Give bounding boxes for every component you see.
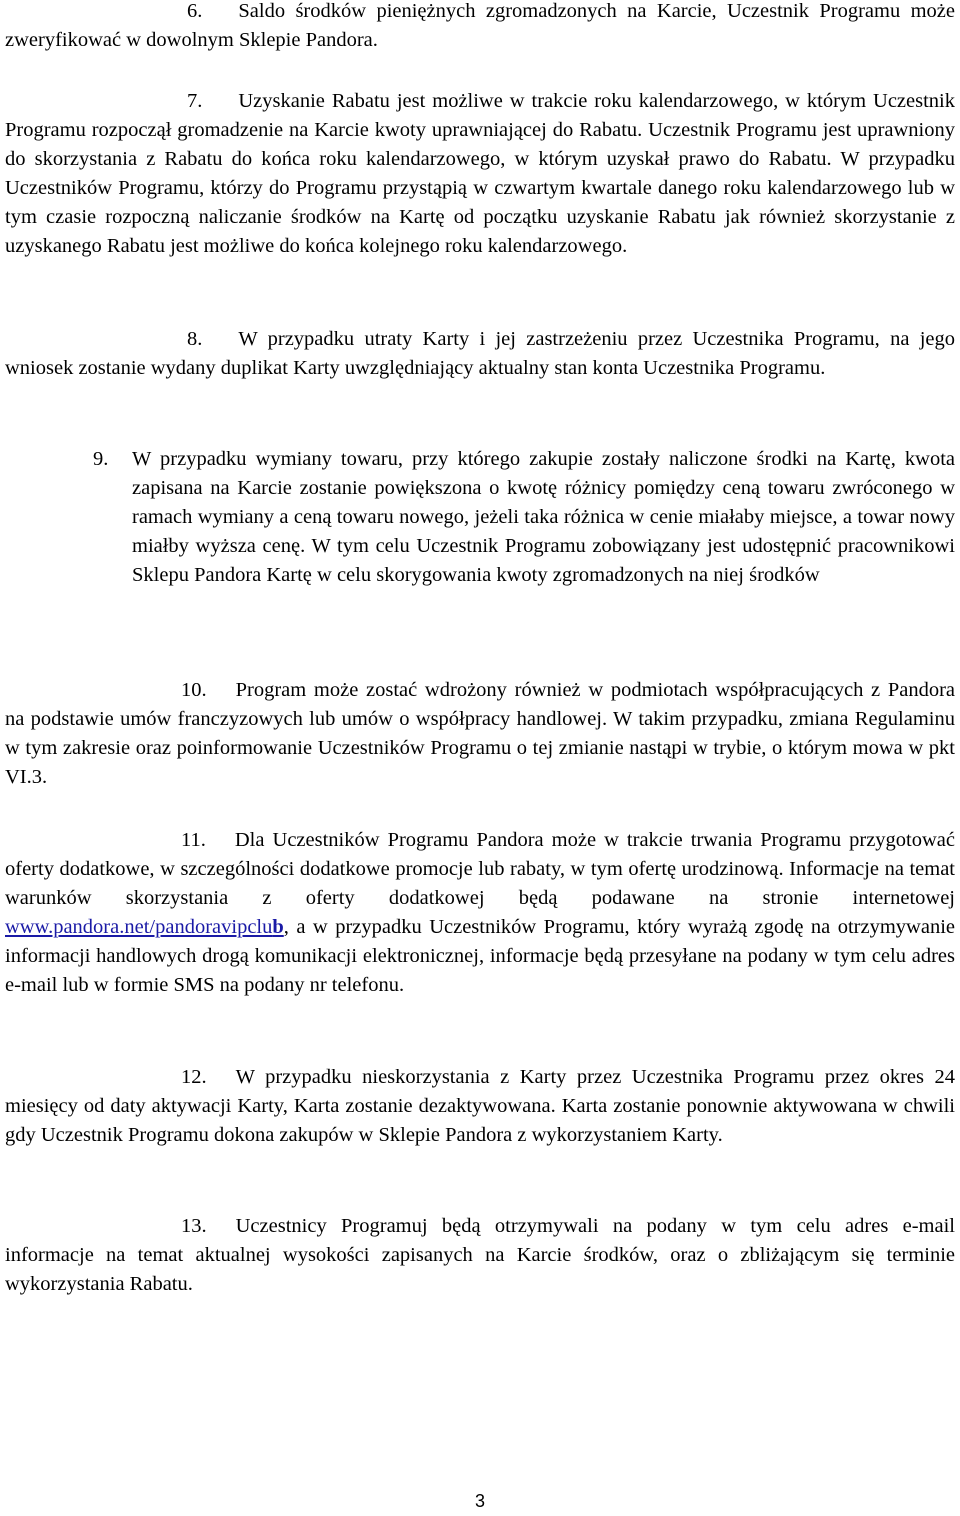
- item-text: Uczestnicy Programuj będą otrzymywali na podany w tym celu adres e-mail informacje na temat aktualnej wysokości zapisanych na Karcie środków, oraz o zbliżającym się terminie wykorzystania Rabatu.: [5, 1215, 955, 1295]
- item-number: 8.: [187, 328, 203, 350]
- link-text-bold: b: [272, 916, 284, 938]
- list-item-10: [5, 676, 955, 792]
- list-item-8: [5, 325, 955, 383]
- item-number: 7.: [187, 90, 203, 112]
- item-number: 12.: [181, 1066, 207, 1088]
- pandora-vip-club-link[interactable]: [5, 916, 284, 938]
- item-text-after-link: , a w przypadku Uczestników Programu, który wyrażą zgodę na otrzymywanie informacji handlowych drogą komunikacji elektronicznej, informacje będą przesyłane na podany w tym celu adres e-mail lub w formie SMS na podany nr telefonu.: [5, 916, 955, 996]
- link-text: www.pandora.net/pandoravipclu: [5, 916, 273, 938]
- page-number: 3: [474, 1491, 485, 1511]
- item-text: W przypadku utraty Karty i jej zastrzeżeniu przez Uczestnika Programu, na jego wniosek zostanie wydany duplikat Karty uwzględniający aktualny stan konta Uczestnika Programu.: [5, 328, 955, 379]
- item-text: Saldo środków pieniężnych zgromadzonych na Karcie, Uczestnik Programu może zweryfikować w dowolnym Sklepie Pandora.: [5, 0, 955, 51]
- item-number: 9.: [93, 448, 109, 470]
- list-item-12: [5, 1063, 955, 1150]
- item-number: 13.: [181, 1215, 207, 1237]
- list-item-11: [5, 826, 955, 1000]
- item-number: 10.: [181, 679, 207, 701]
- item-number: 11.: [181, 829, 206, 851]
- item-text: Program może zostać wdrożony również w podmiotach współpracujących z Pandora na podstawie umów franczyzowych lub umów o współpracy handlowej. W takim przypadku, zmiana Regulaminu w tym zakresie oraz poinformowanie Uczestników Programu o tej zmianie nastąpi w trybie, o którym mowa w pkt VI.3.: [5, 679, 955, 788]
- item-text: W przypadku nieskorzystania z Karty przez Uczestnika Programu przez okres 24 miesięcy od daty aktywacji Karty, Karta zostanie dezaktywowana. Karta zostanie ponownie aktywowana w chwili gdy Uczestnik Programu dokona zakupów w Sklepie Pandora z wykorzystaniem Karty.: [5, 1066, 955, 1146]
- list-item-13: [5, 1212, 955, 1299]
- item-text-before-link: Dla Uczestników Programu Pandora może w trakcie trwania Programu przygotować oferty dodatkowe, w szczególności dodatkowe promocje lub rabaty, w tym ofertę urodzinową. Informacje na temat warunków skorzystania z oferty dodatkowej będą podawane na stronie internetowej: [5, 829, 955, 909]
- list-item-6: [5, 0, 955, 55]
- item-text: Uzyskanie Rabatu jest możliwe w trakcie roku kalendarzowego, w którym Uczestnik Programu rozpoczął gromadzenie na Karcie kwoty uprawniającej do Rabatu. Uczestnik Programu jest uprawniony do skorzystania z Rabatu do końca roku kalendarzowego, w którym uzyskał prawo do Rabatu. W przypadku Uczestników Programu, którzy do Programu przystąpią w czwartym kwartale danego roku kalendarzowego lub w tym czasie rozpoczną naliczanie środków na Kartę od początku uzyskanie Rabatu jak również skorzystanie z uzyskanego Rabatu jest możliwe do końca kolejnego roku kalendarzowego.: [5, 90, 955, 257]
- item-number: 6.: [187, 0, 203, 22]
- list-item-7: [5, 87, 955, 261]
- item-text: W przypadku wymiany towaru, przy którego zakupie zostały naliczone środki na Kartę, kwota zapisana na Karcie zostanie powiększona o kwotę różnicy pomiędzy ceną towaru zwróconego w ramach wymiany a ceną towaru nowego, jeżeli taka różnica w cenie miałaby miejsce, a towar nowy miałby wyższa cenę. W tym celu Uczestnik Programu zobowiązany jest udostępnić pracownikowi Sklepu Pandora Kartę w celu skorygowania kwoty zgromadzonych na niej środków: [132, 448, 955, 586]
